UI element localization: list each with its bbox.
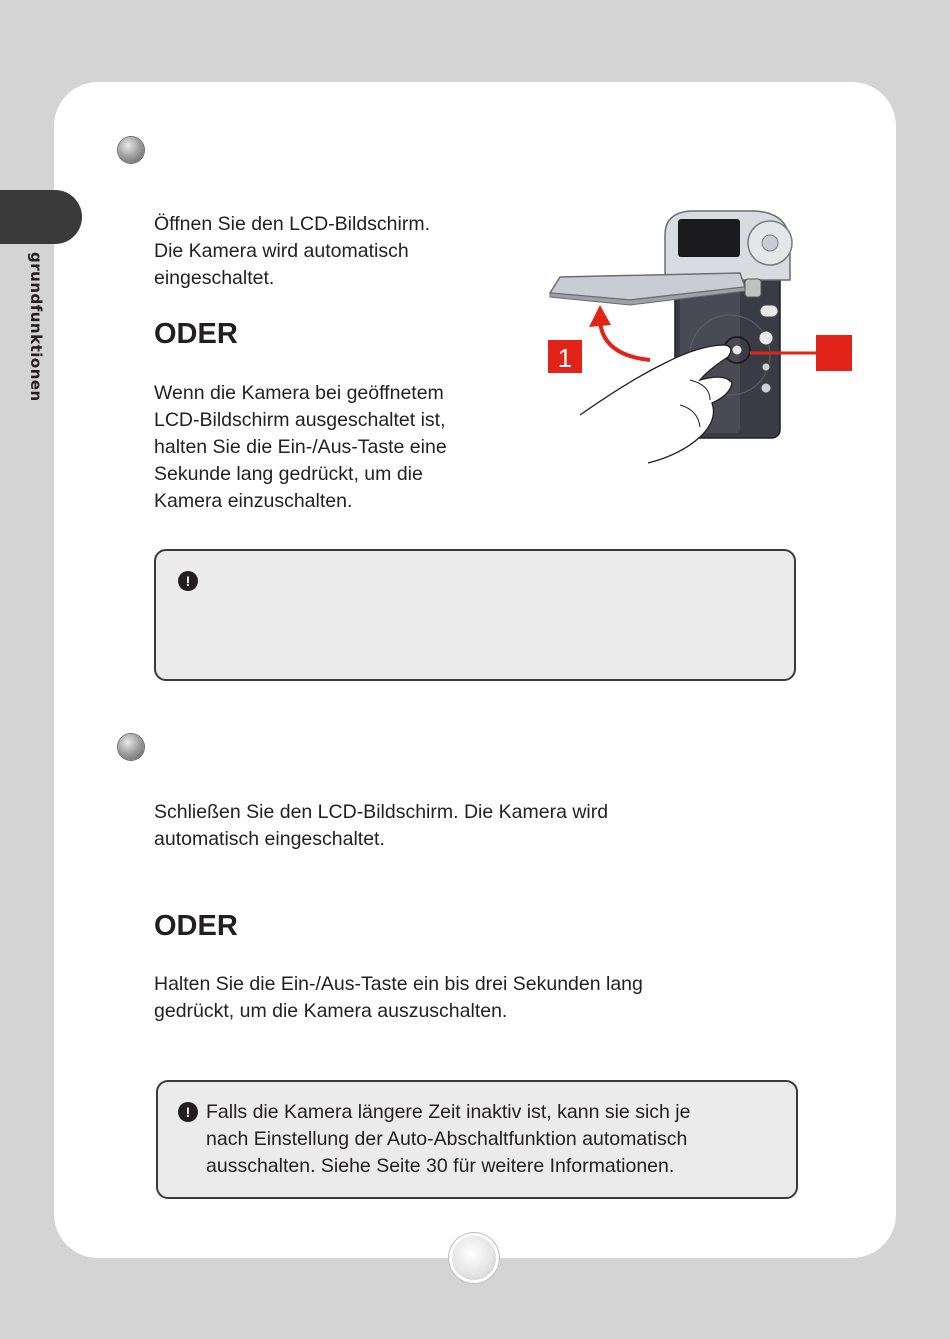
instruction-power-button-on: Wenn die Kamera bei geöffnetem LCD-Bildschirm ausgeschaltet ist, halten Sie die Ein-/Aus-Taste eine Sekunde lang gedrückt, um die Kamera einzuschalten. (154, 382, 447, 512)
chapter-tab (0, 190, 82, 244)
page-number-badge (452, 1236, 496, 1280)
hand-icon (580, 345, 732, 463)
camera-illustration (540, 205, 860, 475)
note-box-1 (154, 549, 796, 681)
rotation-arrow-icon (600, 320, 650, 360)
instruction-power-button-off: Halten Sie die Ein-/Aus-Taste ein bis drei Sekunden lang gedrückt, um die Kamera auszuschalten. (154, 973, 643, 1022)
power-button-icon (732, 345, 742, 355)
exclamation-icon: ! (178, 571, 198, 591)
camera-screen-top (678, 219, 740, 257)
section-bullet-on (118, 137, 144, 163)
note-auto-off-text: Falls die Kamera längere Zeit inaktiv ist, kann sie sich je nach Einstellung der Auto-Abschaltfunktion automatisch ausschalten. Siehe Seite 30 für weitere Informationen. (206, 1101, 691, 1177)
instruction-open-lcd: Öffnen Sie den LCD-Bildschirm. Die Kamera wird automatisch eingeschaltet. (154, 213, 431, 289)
oder-heading-2: ODER (154, 910, 238, 942)
side-button-2 (759, 331, 773, 345)
note-box-2 (156, 1080, 798, 1199)
oder-heading-1: ODER (154, 318, 238, 350)
callout-marker (816, 335, 852, 371)
section-bullet-off (118, 734, 144, 760)
chapter-label: grundfunktionen (27, 252, 45, 402)
lcd-hinge (745, 279, 761, 297)
instruction-close-lcd: Schließen Sie den LCD-Bildschirm. Die Kamera wird automatisch eingeschaltet. (154, 801, 609, 850)
exclamation-icon: ! (178, 1102, 198, 1122)
step-number: 1 (557, 343, 573, 373)
side-button-1 (760, 305, 778, 317)
